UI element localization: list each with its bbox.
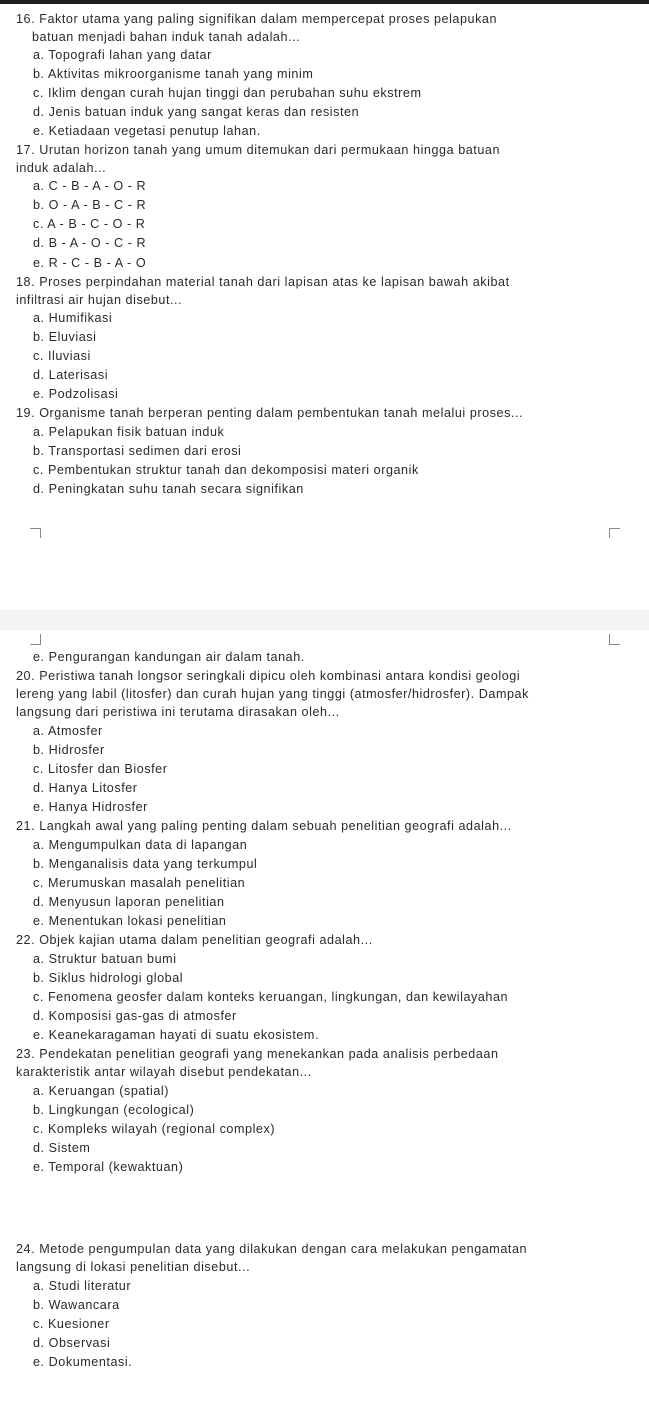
question-16-option-b[interactable]: b. Aktivitas mikroorganisme tanah yang minim bbox=[33, 67, 314, 81]
question-24-option-b[interactable]: b. Wawancara bbox=[33, 1298, 120, 1312]
question-20-line-2: lereng yang labil (litosfer) dan curah hujan yang tinggi (atmosfer/hidrosfer). Dampak bbox=[16, 687, 529, 701]
question-17-line-1: 17. Urutan horizon tanah yang umum ditemukan dari permukaan hingga batuan bbox=[16, 143, 501, 157]
question-19-line-1: 19. Organisme tanah berperan penting dalam pembentukan tanah melalui proses... bbox=[16, 406, 524, 420]
question-23-line-1: 23. Pendekatan penelitian geografi yang menekankan pada analisis perbedaan bbox=[16, 1047, 499, 1061]
question-18-line-1: 18. Proses perpindahan material tanah dari lapisan atas ke lapisan bawah akibat bbox=[16, 275, 510, 289]
question-24-line-1: 24. Metode pengumpulan data yang dilakukan dengan cara melakukan pengamatan bbox=[16, 1242, 528, 1256]
question-17-option-d[interactable]: d. B - A - O - C - R bbox=[33, 236, 147, 250]
question-19-option-a[interactable]: a. Pelapukan fisik batuan induk bbox=[33, 425, 225, 439]
question-23-option-d[interactable]: d. Sistem bbox=[33, 1141, 91, 1155]
question-24-option-d[interactable]: d. Observasi bbox=[33, 1336, 111, 1350]
question-18-option-c[interactable]: c. Iluviasi bbox=[33, 349, 91, 363]
question-24-line-2: langsung di lokasi penelitian disebut... bbox=[16, 1260, 251, 1274]
question-18-option-a[interactable]: a. Humifikasi bbox=[33, 311, 113, 325]
page-2-corner-mark-right bbox=[609, 634, 620, 645]
question-16-option-e[interactable]: e. Ketiadaan vegetasi penutup lahan. bbox=[33, 124, 261, 138]
question-21-option-a[interactable]: a. Mengumpulkan data di lapangan bbox=[33, 838, 248, 852]
document-page-1 bbox=[0, 4, 649, 538]
question-20-option-d[interactable]: d. Hanya Litosfer bbox=[33, 781, 138, 795]
question-16-line-1: 16. Faktor utama yang paling signifikan dalam mempercepat proses pelapukan bbox=[16, 12, 498, 26]
question-19-option-d[interactable]: d. Peningkatan suhu tanah secara signifikan bbox=[33, 482, 304, 496]
question-21-option-b[interactable]: b. Menganalisis data yang terkumpul bbox=[33, 857, 258, 871]
question-17-option-c[interactable]: c. A - B - C - O - R bbox=[33, 217, 146, 231]
question-23-option-e[interactable]: e. Temporal (kewaktuan) bbox=[33, 1160, 184, 1174]
question-23-option-a[interactable]: a. Keruangan (spatial) bbox=[33, 1084, 170, 1098]
question-18-option-b[interactable]: b. Eluviasi bbox=[33, 330, 97, 344]
question-20-line-1: 20. Peristiwa tanah longsor seringkali dipicu oleh kombinasi antara kondisi geologi bbox=[16, 669, 521, 683]
page-2-corner-mark-left bbox=[30, 634, 41, 645]
question-16-line-2: batuan menjadi bahan induk tanah adalah... bbox=[32, 30, 301, 44]
question-16-option-d[interactable]: d. Jenis batuan induk yang sangat keras dan resisten bbox=[33, 105, 360, 119]
question-21-option-d[interactable]: d. Menyusun laporan penelitian bbox=[33, 895, 225, 909]
question-19-option-b[interactable]: b. Transportasi sedimen dari erosi bbox=[33, 444, 242, 458]
question-17-option-b[interactable]: b. O - A - B - C - R bbox=[33, 198, 147, 212]
document-page-2 bbox=[0, 630, 649, 1405]
page-gap-band bbox=[0, 610, 649, 630]
question-16-option-a[interactable]: a. Topografi lahan yang datar bbox=[33, 48, 212, 62]
question-16-option-c[interactable]: c. Iklim dengan curah hujan tinggi dan perubahan suhu ekstrem bbox=[33, 86, 422, 100]
question-17-option-e[interactable]: e. R - C - B - A - O bbox=[33, 256, 147, 270]
question-17-option-a[interactable]: a. C - B - A - O - R bbox=[33, 179, 147, 193]
question-20-option-e[interactable]: e. Hanya Hidrosfer bbox=[33, 800, 148, 814]
question-22-option-d[interactable]: d. Komposisi gas-gas di atmosfer bbox=[33, 1009, 237, 1023]
question-22-option-e[interactable]: e. Keanekaragaman hayati di suatu ekosistem. bbox=[33, 1028, 320, 1042]
question-20-option-c[interactable]: c. Litosfer dan Biosfer bbox=[33, 762, 168, 776]
question-17-line-2: induk adalah... bbox=[16, 161, 107, 175]
question-21-option-e[interactable]: e. Menentukan lokasi penelitian bbox=[33, 914, 227, 928]
question-23-line-2: karakteristik antar wilayah disebut pendekatan... bbox=[16, 1065, 312, 1079]
question-23-option-b[interactable]: b. Lingkungan (ecological) bbox=[33, 1103, 195, 1117]
question-24-option-e[interactable]: e. Dokumentasi. bbox=[33, 1355, 133, 1369]
question-18-option-e[interactable]: e. Podzolisasi bbox=[33, 387, 119, 401]
question-19-option-e[interactable]: e. Pengurangan kandungan air dalam tanah. bbox=[33, 650, 305, 664]
question-21-line-1: 21. Langkah awal yang paling penting dalam sebuah penelitian geografi adalah... bbox=[16, 819, 512, 833]
question-24-option-a[interactable]: a. Studi literatur bbox=[33, 1279, 132, 1293]
question-24-option-c[interactable]: c. Kuesioner bbox=[33, 1317, 110, 1331]
question-21-option-c[interactable]: c. Merumuskan masalah penelitian bbox=[33, 876, 246, 890]
question-20-option-b[interactable]: b. Hidrosfer bbox=[33, 743, 105, 757]
question-18-line-2: infiltrasi air hujan disebut... bbox=[16, 293, 183, 307]
question-23-option-c[interactable]: c. Kompleks wilayah (regional complex) bbox=[33, 1122, 276, 1136]
question-20-option-a[interactable]: a. Atmosfer bbox=[33, 724, 103, 738]
question-18-option-d[interactable]: d. Laterisasi bbox=[33, 368, 109, 382]
question-19-option-c[interactable]: c. Pembentukan struktur tanah dan dekomposisi materi organik bbox=[33, 463, 419, 477]
question-22-line-1: 22. Objek kajian utama dalam penelitian geografi adalah... bbox=[16, 933, 373, 947]
question-22-option-a[interactable]: a. Struktur batuan bumi bbox=[33, 952, 177, 966]
question-22-option-b[interactable]: b. Siklus hidrologi global bbox=[33, 971, 184, 985]
question-22-option-c[interactable]: c. Fenomena geosfer dalam konteks keruangan, lingkungan, dan kewilayahan bbox=[33, 990, 509, 1004]
question-20-line-3: langsung dari peristiwa ini terutama dirasakan oleh... bbox=[16, 705, 340, 719]
